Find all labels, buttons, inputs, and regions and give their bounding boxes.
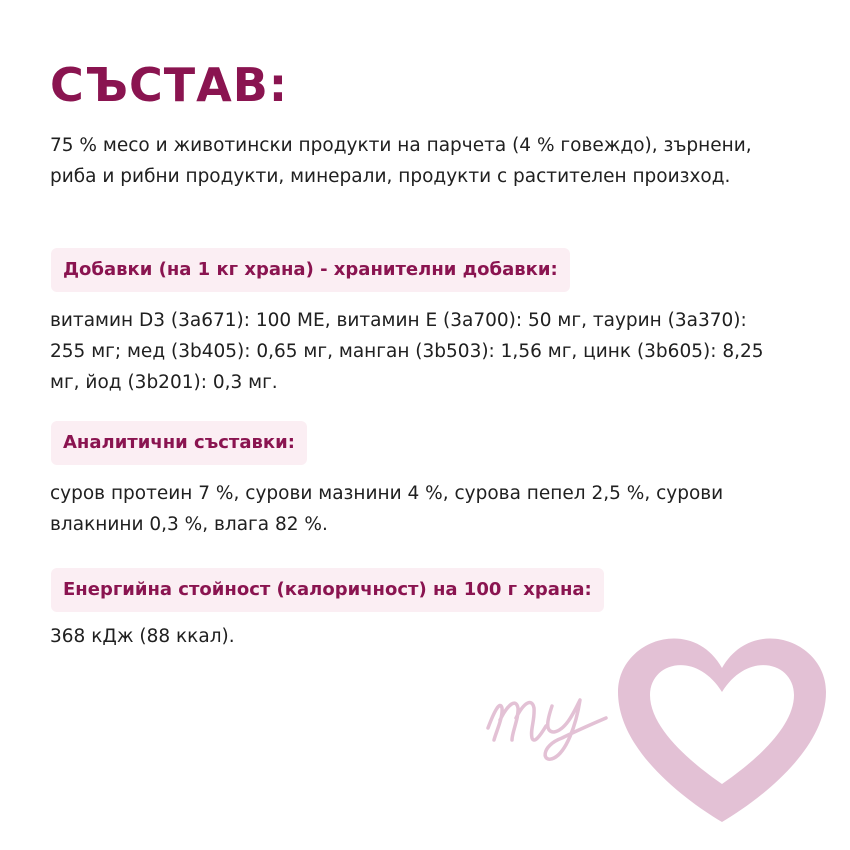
brand-logo: [470, 600, 850, 850]
heart-icon: [618, 639, 826, 822]
composition-text: 75 % месо и животински продукти на парчета (4 % говеждо), зърнени, риба и рибни продукти, минерали, продукти с растителен произход.: [50, 135, 752, 187]
energy-heading: Енергийна стойност (калоричност) на 100 г храна:: [51, 568, 604, 612]
additives-text: витамин D3 (3a671): 100 МЕ, витамин E (3a700): 50 мг, таурин (3a370): 255 мг; мед (3b405): 0,65 мг, манган (3b503): 1,56 мг, цинк (3b605): 8,25 мг, йод (3b201): 0,3 мг.: [50, 310, 764, 393]
analytical-text: суров протеин 7 %, сурови мазнини 4 %, сурова пепел 2,5 %, сурови влакнини 0,3 %, влага 82 %.: [50, 483, 724, 535]
analytical-heading: Аналитични съставки:: [51, 421, 307, 465]
additives-heading: Добавки (на 1 кг храна) - хранителни добавки:: [51, 248, 570, 292]
energy-text: 368 кДж (88 ккал).: [50, 626, 235, 647]
my-logo-lettering: [488, 700, 606, 759]
page-title: СЪСТАВ:: [50, 58, 289, 112]
